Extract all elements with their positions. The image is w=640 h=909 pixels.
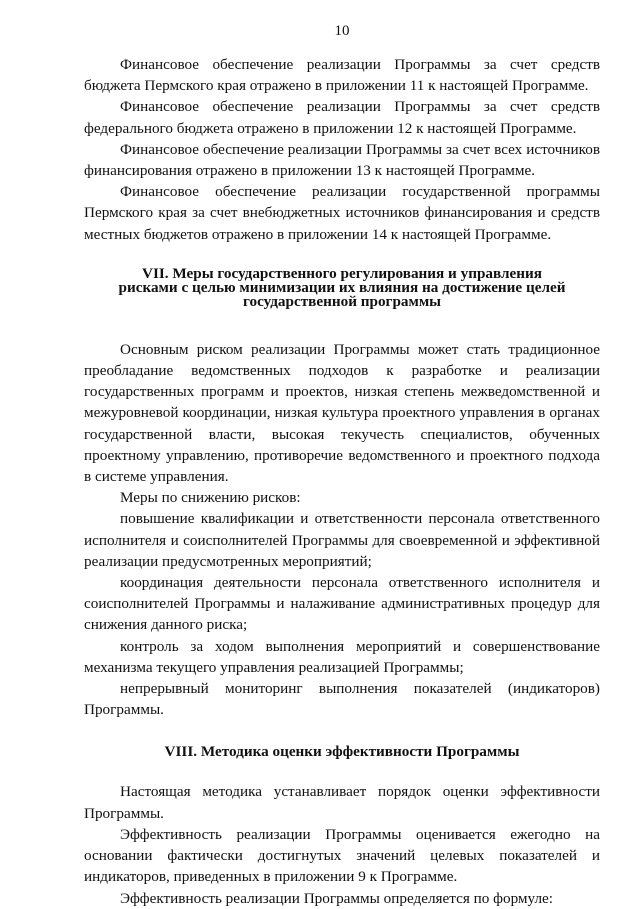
funding-paragraph-extrabudgetary: Финансовое обеспечение реализации государственной программы Пермского края за счет внебюджетных источников финансирования и средств местных бюджетов отражено в приложении 14 к настоящей Программе. [84,183,600,243]
section-8-heading: VIII. Методика оценки эффективности Программы [164,743,520,761]
document-page [84,22,600,909]
section-8-body [84,781,600,908]
funding-paragraph-regional: Финансовое обеспечение реализации Программы за счет средств бюджета Пермского края отражено в приложении 11 к настоящей Программе. [84,56,600,95]
methodology-paragraph: Настоящая методика устанавливает порядок оценки эффективности Программы. [84,783,600,822]
risk-paragraph: Основным риском реализации Программы может стать традиционное преобладание ведомственных подходов к разработке и реализации государственных программ и проектов, низкая степень межведомственной и межуровневой координации, низкая культура проектного управления в органах государственной власти, высокая текучесть специалистов, обученных проектному управлению, противоречие ведомственного и проектного подхода в системе управления. [84,340,600,486]
risk-measures-intro: Меры по снижению рисков: [120,489,301,507]
funding-section [84,54,600,245]
section-7-heading-line: рисками с целью минимизации их влияния на достижение целей [118,278,566,296]
section-7-body [84,339,600,721]
funding-paragraph-federal: Финансовое обеспечение реализации Программы за счет средств федерального бюджета отражено в приложении 12 к настоящей Программе. [84,98,600,137]
methodology-paragraph: Эффективность реализации Программы определяется по формуле: [120,889,554,907]
section-7-heading-line: государственной программы [242,292,442,310]
risk-measure-item: контроль за ходом выполнения мероприятий и совершенствование механизма текущего управления реализацией Программы; [84,637,600,676]
risk-measure-item: координация деятельности персонала ответственного исполнителя и соисполнителей Программы и налаживание административных процедур для снижения данного риска; [84,574,600,634]
page-number: 10 [334,23,350,39]
risk-measure-item: непрерывный мониторинг выполнения показателей (индикаторов) Программы. [84,680,600,719]
methodology-paragraph: Эффективность реализации Программы оценивается ежегодно на основании фактически достигнутых значений целевых показателей и индикаторов, приведенных в приложении 9 к Программе. [84,825,600,886]
section-7-heading-line: VII. Меры государственного регулирования и управления [142,264,542,282]
risk-measure-item: повышение квалификации и ответственности персонала ответственного исполнителя и соисполнителей Программы для своевременной и эффективной реализации предусмотренных мероприятий; [84,510,600,570]
section-7-heading [84,264,600,310]
funding-paragraph-all-sources: Финансовое обеспечение реализации Программы за счет всех источников финансирования отражено в приложении 13 к настоящей Программе. [84,140,600,180]
